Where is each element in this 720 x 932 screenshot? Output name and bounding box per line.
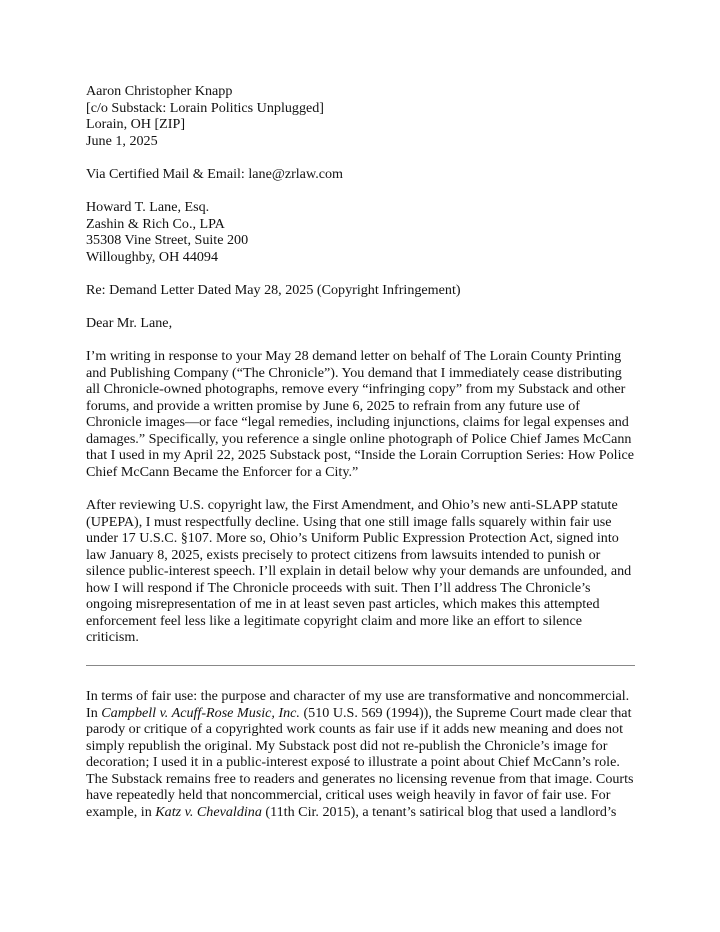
salutation-text: Dear Mr. Lane, [86, 315, 173, 331]
paragraph-line: forums, and provide a written promise by June 6, 2025 to refrain from any future use of [86, 397, 580, 414]
paragraph-line: under 17 U.S.C. §107. More so, Ohio’s Uniform Public Expression Protection Act, signed into [86, 530, 619, 546]
paragraph-line: how I will respond if The Chronicle proceeds with suit. Then I’ll address The Chronicle’s [86, 579, 591, 596]
paragraph-line: decoration; I used it in a public-interest exposé to illustrate a point about Chief McCann’s role. [86, 754, 620, 770]
subject-text: Re: Demand Letter Dated May 28, 2025 (Copyright Infringement) [86, 282, 461, 298]
recipient-city: Willoughby, OH 44094 [86, 248, 219, 265]
paragraph-line: and Publishing Company (“The Chronicle”). You demand that I immediately cease distributing [86, 364, 622, 381]
paragraph-line: The Substack remains free to readers and generates no licensing revenue from that image. Courts [86, 770, 634, 787]
paragraph-line: parody or critique of a copyrighted work counts as fair use if it adds new meaning and does not [86, 721, 623, 737]
paragraph-text: In [86, 704, 102, 721]
paragraph-line: ongoing misrepresentation of me in at least seven past articles, which makes this attempted [86, 596, 600, 612]
recipient-street: 35308 Vine Street, Suite 200 [86, 232, 249, 248]
paragraph-line: law January 8, 2025, exists precisely to protect citizens from lawsuits intended to punish or [86, 546, 601, 563]
paragraph-line: silence public-interest speech. I’ll explain in detail below why your demands are unfounded, and [86, 563, 632, 579]
paragraph-line: In terms of fair use: the purpose and character of my use are transformative and noncommercial. [86, 688, 630, 704]
paragraph-text: (510 U.S. 569 (1994)), the Supreme Court made clear that [299, 704, 632, 721]
paragraph-line: After reviewing U.S. copyright law, the First Amendment, and Ohio’s new anti-SLAPP statute [86, 497, 618, 513]
paragraph-text: example, in [86, 803, 156, 820]
sender-block [86, 83, 646, 149]
paragraph-text: (11th Cir. 2015), a tenant’s satirical blog that used a landlord’s [261, 803, 617, 820]
paragraph-2 [86, 497, 646, 646]
letter-date: June 1, 2025 [86, 132, 158, 149]
paragraph-1 [86, 348, 646, 480]
paragraph-line: damages.” Specifically, you reference a single online photograph of Police Chief James McCann [86, 430, 632, 447]
paragraph-line [86, 804, 646, 821]
salutation [86, 315, 646, 332]
sender-city: Lorain, OH [ZIP] [86, 116, 186, 132]
sender-org: [c/o Substack: Lorain Politics Unplugged] [86, 99, 324, 116]
subject-line [86, 282, 646, 299]
sender-name: Aaron Christopher Knapp [86, 83, 233, 99]
paragraph-line: (UPEPA), I must respectfully decline. Using that one still image falls squarely within fair use [86, 513, 612, 530]
section-divider [86, 665, 635, 666]
paragraph-line: that I used in my April 22, 2025 Substack post, “Inside the Lorain Corruption Series: How Police [86, 447, 635, 463]
paragraph-line: Chief McCann Became the Enforcer for a City.” [86, 463, 359, 480]
paragraph-line: all Chronicle-owned photographs, remove every “infringing copy” from my Substack and other [86, 381, 626, 397]
recipient-block [86, 199, 646, 265]
paragraph-line: criticism. [86, 629, 139, 645]
delivery-line [86, 166, 646, 183]
paragraph-line [86, 705, 646, 722]
recipient-firm: Zashin & Rich Co., LPA [86, 215, 225, 232]
paragraph-line: enforcement feel less like a legitimate copyright claim and more like an effort to silence [86, 612, 582, 629]
delivery-method: Via Certified Mail & Email: lane@zrlaw.com [86, 166, 343, 182]
paragraph-line: Chronicle images—or face “legal remedies, including injunctions, claims for legal expenses and [86, 414, 629, 430]
case-citation: Campbell v. Acuff-Rose Music, Inc. [101, 704, 300, 721]
paragraph-line: I’m writing in response to your May 28 demand letter on behalf of The Lorain County Printing [86, 348, 622, 364]
recipient-name: Howard T. Lane, Esq. [86, 199, 210, 215]
case-citation: Katz v. Chevaldina [155, 803, 262, 820]
paragraph-line: have repeatedly held that noncommercial, critical uses weigh heavily in favor of fair use. For [86, 787, 611, 803]
paragraph-line: simply republish the original. My Substack post did not re-publish the Chronicle’s image for [86, 737, 608, 754]
paragraph-3 [86, 688, 646, 820]
